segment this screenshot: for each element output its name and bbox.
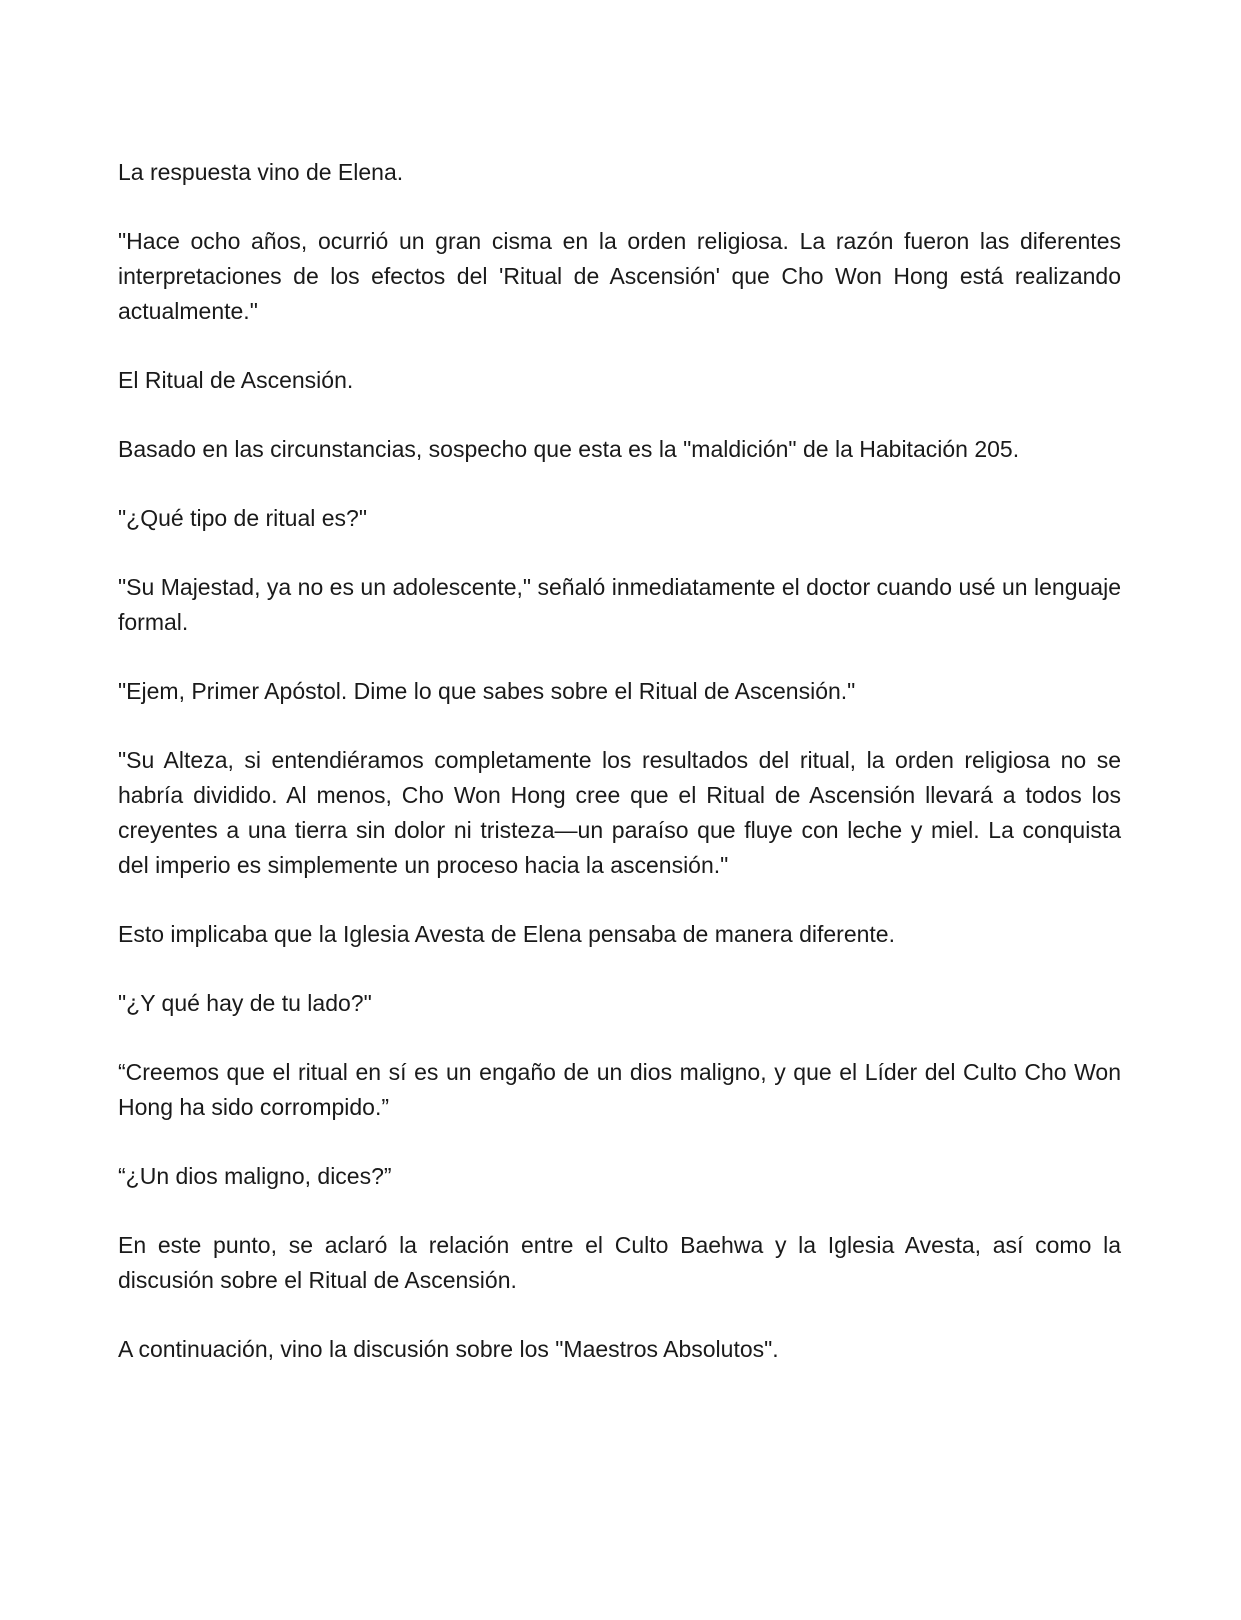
paragraph: "Su Alteza, si entendiéramos completamente los resultados del ritual, la orden religiosa no se habría dividido. Al menos, Cho Won Hong cree que el Ritual de Ascensión llevará a todos los creyentes a una tierra sin dolor ni tristeza—un paraíso que fluye con leche y miel. La conquista del imperio es simplemente un proceso hacia la ascensión." xyxy=(118,747,1121,878)
document-body xyxy=(118,155,1121,1401)
paragraph: “Creemos que el ritual en sí es un engaño de un dios maligno, y que el Líder del Culto Cho Won Hong ha sido corrompido.” xyxy=(118,1059,1121,1120)
paragraph: En este punto, se aclaró la relación entre el Culto Baehwa y la Iglesia Avesta, así como la discusión sobre el Ritual de Ascensión. xyxy=(118,1232,1121,1293)
paragraph: "Ejem, Primer Apóstol. Dime lo que sabes sobre el Ritual de Ascensión." xyxy=(118,678,856,704)
paragraph: Esto implicaba que la Iglesia Avesta de Elena pensaba de manera diferente. xyxy=(118,921,895,947)
paragraph: El Ritual de Ascensión. xyxy=(118,367,354,393)
paragraph: "Su Majestad, ya no es un adolescente," señaló inmediatamente el doctor cuando usé un lenguaje formal. xyxy=(118,574,1121,635)
paragraph: “¿Un dios maligno, dices?” xyxy=(118,1163,392,1189)
paragraph: "¿Qué tipo de ritual es?" xyxy=(118,505,368,531)
paragraph: Basado en las circunstancias, sospecho que esta es la "maldición" de la Habitación 205. xyxy=(118,436,1020,462)
paragraph: A continuación, vino la discusión sobre los "Maestros Absolutos". xyxy=(118,1336,779,1362)
paragraph: "¿Y qué hay de tu lado?" xyxy=(118,990,372,1016)
paragraph: La respuesta vino de Elena. xyxy=(118,159,404,185)
paragraph: "Hace ocho años, ocurrió un gran cisma en la orden religiosa. La razón fueron las diferentes interpretaciones de los efectos del 'Ritual de Ascensión' que Cho Won Hong está realizando actualmente." xyxy=(118,228,1121,324)
